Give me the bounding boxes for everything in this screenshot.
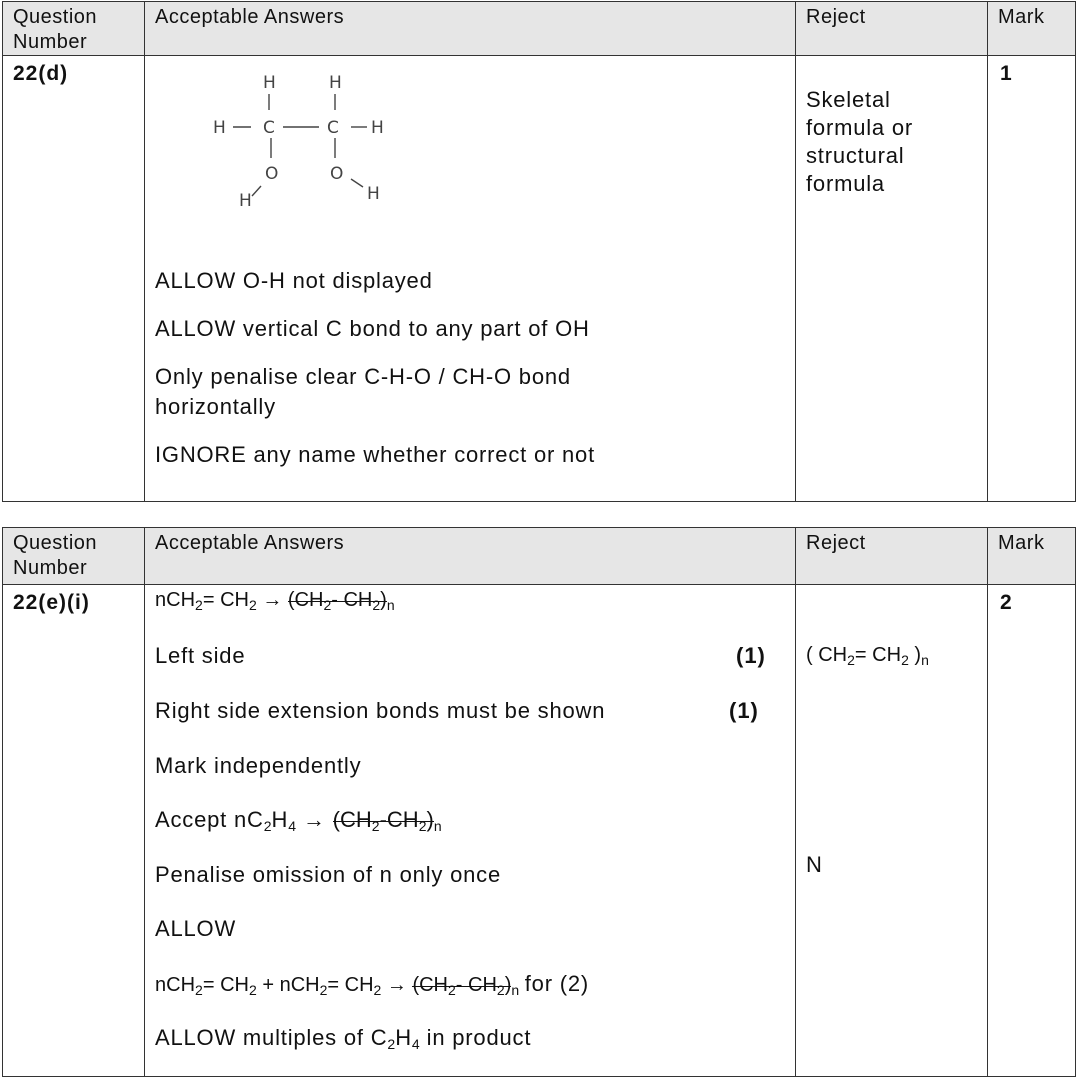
table-row <box>3 585 1076 1077</box>
header-mark: Mark <box>988 2 1076 56</box>
allow-equation: $nCH_2= CH_2 + nCH_2= CH_2 \to (CH_2-$ $CH_2)_n$ for (2) <box>155 971 590 998</box>
answer-line: ALLOW vertical C bond to any part of OH <box>155 316 590 341</box>
question-number: 22(d) <box>3 56 145 502</box>
acceptable-answers-cell <box>145 56 796 502</box>
penalise-text: Penalise omission of n only once <box>155 862 502 887</box>
svg-text:H: H <box>367 184 381 204</box>
svg-text:O: O <box>265 164 280 184</box>
mark-independently-text: Mark independently <box>155 753 362 778</box>
reject-cell <box>796 56 988 502</box>
ethane-diol-structure-diagram <box>203 66 403 216</box>
header-acceptable-answers: Acceptable Answers <box>145 2 796 56</box>
left-side-mark: (1) <box>736 643 766 668</box>
acceptable-answers-cell <box>145 585 796 1077</box>
svg-text:O: O <box>330 164 345 184</box>
answer-line: ALLOW O-H not displayed <box>155 268 433 293</box>
mark-value: 2 <box>988 585 1076 1077</box>
header-row <box>3 528 1076 585</box>
header-reject: Reject <box>796 528 988 585</box>
reject-formula: ( $CH_2= CH_2$ )$_n$ <box>806 644 929 668</box>
mark-scheme-table-22ei <box>2 527 1076 1077</box>
allow-multiples-text: ALLOW multiples of $C_2H_4$ in product <box>155 1025 532 1052</box>
allow-text: ALLOW <box>155 916 237 941</box>
mark-value: 1 <box>988 56 1076 502</box>
svg-text:H: H <box>371 118 385 138</box>
reject-n: N <box>806 852 823 877</box>
svg-text:H: H <box>239 191 253 211</box>
svg-text:H: H <box>213 118 227 138</box>
header-question-number: Question Number <box>3 2 145 56</box>
polymerisation-equation: $nCH_2= CH_2 \to (CH_2-$ $CH_2)_n$ <box>155 589 395 613</box>
left-side-text: Left side <box>155 643 246 668</box>
right-side-text: Right side extension bonds must be shown <box>155 698 606 723</box>
answer-line: Only penalise clear C-H-O / CH-O bond horizontally <box>155 364 571 419</box>
answer-line: IGNORE any name whether correct or not <box>155 442 596 467</box>
svg-text:C: C <box>327 118 340 138</box>
header-mark: Mark <box>988 528 1076 585</box>
right-side-mark: (1) <box>729 698 759 723</box>
svg-text:H: H <box>263 73 277 93</box>
svg-text:C: C <box>263 118 276 138</box>
mark-scheme-table-22d <box>2 1 1076 502</box>
reject-text: Skeletal formula or structural formula <box>806 87 914 196</box>
header-acceptable-answers: Acceptable Answers <box>145 528 796 585</box>
reject-cell <box>796 585 988 1077</box>
svg-text:H: H <box>329 73 343 93</box>
table-row <box>3 56 1076 502</box>
accept-equation: Accept $nC_2H_4 \to (CH_2-CH_2)_n$ <box>155 807 442 834</box>
header-reject: Reject <box>796 2 988 56</box>
header-row <box>3 2 1076 56</box>
question-number: 22(e)(i) <box>3 585 145 1077</box>
header-question-number: Question Number <box>3 528 145 585</box>
